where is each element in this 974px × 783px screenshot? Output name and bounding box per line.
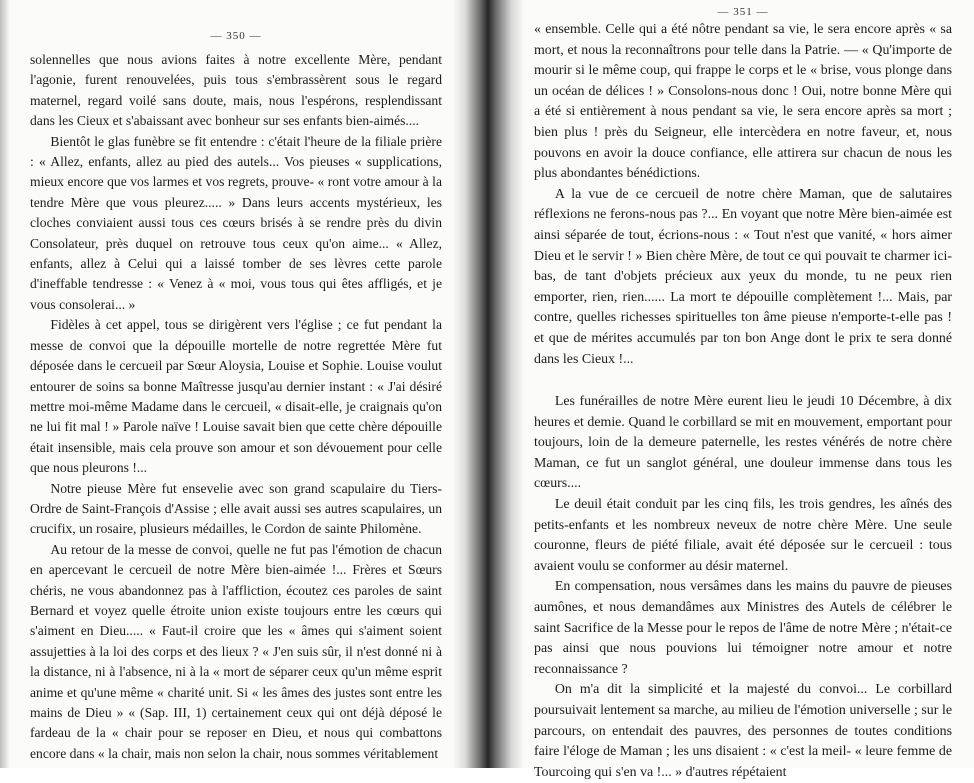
right-paragraph-1: « ensemble. Celle qui a été nôtre pendant sa vie, le sera encore après « sa mort, et nous la reconnaîtrons pour telle dans la Patrie. — « Qu'importe de mourir si le même coup, qui frappe le corps et le « brise, vous plonge dans un océan de délices ! » Consolons-nous donc ! Oui, notre bonne Mère qui a été si entièrement à nous pendant sa vie, le sera encore après sa mort ; bien plus ! près du Seigneur, elle intercèdera en notre faveur, et, nous pouvons en avoir la douce confiance, elle attirera sur chacun de nous les plus abondantes bénédictions. [534, 22, 952, 182]
right-page [500, 0, 974, 780]
page-edge-shadow [0, 0, 10, 768]
book-gutter-shadow [452, 0, 524, 768]
right-paragraph-2: A la vue de ce cercueil de notre chère Maman, que de salutaires réflexions ne ferons-nous pas ?... En voyant que notre Mère bien-aimée est ainsi séparée de tout, écrions-nous : « Tout n'est que vanité, « hors aimer Dieu et le servir ! » Bien chère Mère, de tout ce qui pouvait te charmer ici-bas, de tant d'objets précieux aux yeux du monde, tu ne peux rien emporter, rien, rien...... La mort te dépouille complètement !... Mais, par contre, quelles richesses spirituelles ton âme pieuse n'emporte-t-elle pas ! et que de mérites accumulés par ton bon Ange dont le prix te sera donné dans les Cieux !... [534, 186, 952, 367]
right-paragraph-5: En compensation, nous versâmes dans les mains du pauvre de pieuses aumônes, et nous demandâmes aux Ministres des Autels de célébrer le saint Sacrifice de la Messe pour le repos de l'âme de notre Mère ; n'était-ce pas ainsi que nous pouvions lui témoigner notre amour et notre reconnaissance ? [534, 579, 952, 677]
right-paragraph-6: On m'a dit la simplicité et la majesté du convoi... Le corbillard poursuivait lentement sa marche, au milieu de l'émotion universelle ; sur le parcours, on entendait des pauvres, des personnes de toutes conditions faire l'éloge de Maman ; les uns disaient : « c'est la meil- « leure femme de Tourcoing qui s'en va !... » d'autres répétaient [534, 682, 952, 780]
left-paragraph-1: solennelles que nous avions faites à notre excellente Mère, pendant l'agonie, furent renouvelées, puis tous s'embrassèrent sous le regard maternel, regard voilé sans doute, mais, nous l'espérons, resplendissant dans les Cieux et s'abaissant avec bonheur sur ses enfants bien-aimés.... [30, 52, 442, 129]
right-paragraph-4: Le deuil était conduit par les cinq fils, les trois gendres, les aînés des petits-enfants et les nombreux neveux de notre chère Mère. Une seule couronne, fleurs de piété filiale, avait été déposée sur le cercueil : tous avaient voulu se conformer au désir maternel. [534, 497, 952, 574]
right-page-number: — 351 — [717, 6, 769, 18]
left-paragraph-3: Fidèles à cet appel, tous se dirigèrent vers l'église ; ce fut pendant la messe de convoi que la dépouille mortelle de notre regrettée Mère fut déposée dans le cercueil par Sœur Aloysia, Louise et Sophie. Louise voulut entourer de soins sa bonne Maîtresse jusqu'au dernier instant : « J'ai désiré mettre moi-même Madame dans le cercueil, « disait-elle, je craignais qu'on ne lui fit mal ! » Parole naïve ! Louise savait bien que cette chère dépouille était insensible, mais cela prouve son amour et son dévouement pour celle que nous pleurons !... [30, 317, 442, 476]
right-paragraph-3: Les funérailles de notre Mère eurent lieu le jeudi 10 Décembre, à dix heures et demie. Quand le corbillard se mit en mouvement, emportant pour toujours, loin de la demeure paternelle, les restes vénérés de notre chère Maman, ce fut un sanglot général, une douleur immense dans tous les cœurs.... [534, 394, 952, 492]
left-page [0, 0, 470, 768]
left-paragraph-4: Notre pieuse Mère fut ensevelie avec son grand scapulaire du Tiers-Ordre de Saint-François d'Assise ; elle avait aussi ses autres scapulaires, un crucifix, un rosaire, plusieurs médailles, le Cordon de sainte Philomène. [30, 480, 442, 537]
left-page-number: — 350 — [210, 30, 262, 42]
left-paragraph-5: Au retour de la messe de convoi, quelle ne fut pas l'émotion de chacun en apercevant le cercueil de notre Mère bien-aimée !... Frères et Sœurs chéris, ne vous abandonnez pas à l'affliction, écoutez ces paroles de saint Bernard et voyez quelle étroite union existe toujours entre les cœurs qui s'aiment en Dieu..... « Faut-il croire que les « âmes qui s'aiment soient assujetties à la loi des corps et des lieux ? « J'en suis sûr, il n'est donné ni à la distance, ni à l'absence, ni à la « mort de séparer ceux qu'un même esprit anime et qu'une même « charité unit. Si « les âmes des justes sont entre les mains de Dieu » « (Sap. III, 1) certainement ceux qui ont déjà déposé le fardeau de la « chair pour se reposer en Dieu, et nous qui combattons encore dans « la chair, mais non selon la chair, nous sommes véritablement [30, 541, 442, 761]
left-paragraph-2: Bientôt le glas funèbre se fit entendre : c'était l'heure de la filiale prière : « Allez, enfants, allez au pied des autels... Vos pieuses « supplications, mieux encore que vos larmes et vos regrets, prouve- « ront votre amour à la tendre Mère que vous pleurez..... » Dans leurs accents mystérieux, les cloches conviaient aussi tous ces cœurs brisés à se rendre près du divin Consolateur, près duquel on retrouve tous ceux qu'on aime... « Allez, enfants, allez à Celui qui a laissé tomber de ses lèvres cette parole d'ineffable tendresse : « Venez à « moi, vous tous qui êtes affligés, et je vous consolerai... » [30, 133, 442, 312]
